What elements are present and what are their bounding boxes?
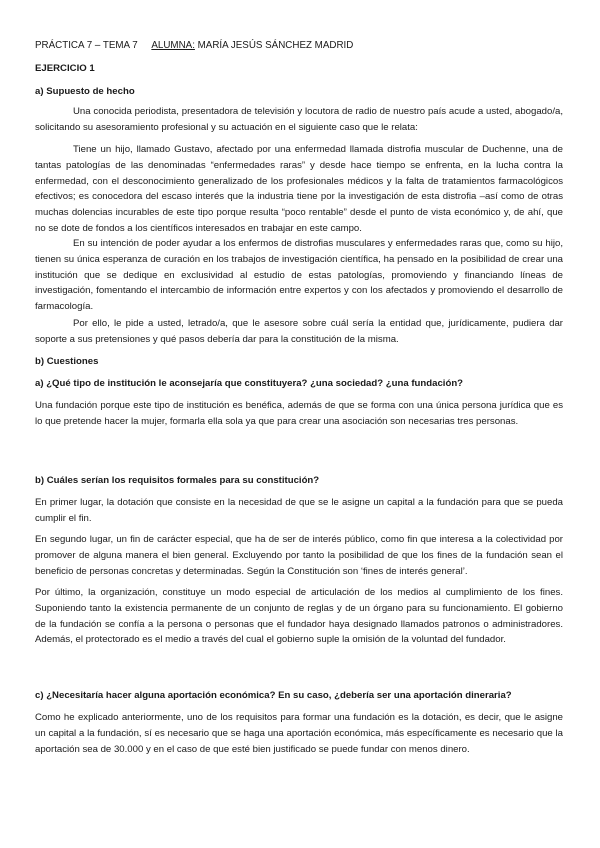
section-a-paragraph-1: Una conocida periodista, presentadora de televisión y locutora de radio de nuestro país acude a usted, abogado/a, solicitando su asesoramiento profesional y su actuación en el siguiente caso que le relata:	[35, 106, 563, 133]
question-2: b) Cuáles serían los requisitos formales para su constitución?	[35, 475, 320, 486]
question-3: c) ¿Necesitaría hacer alguna aportación económica? En su caso, ¿debería ser una aportación dineraria?	[35, 690, 512, 701]
document-header	[35, 38, 563, 54]
answer-2-paragraph-1: En primer lugar, la dotación que consiste en la necesidad de que se le asigne un capital a la fundación para que se pueda cumplir el fin.	[35, 497, 563, 524]
question-1: a) ¿Qué tipo de institución le aconsejaría que constituyera? ¿una sociedad? ¿una fundación?	[35, 378, 464, 389]
student-label: ALUMNA:	[151, 40, 195, 51]
section-a-paragraph-4: Por ello, le pide a usted, letrado/a, que le asesore sobre cuál sería la entidad que, jurídicamente, pudiera dar soporte a sus pretensiones y qué pasos debería dar para la constitución de la misma.	[35, 318, 563, 345]
section-b-title: b) Cuestiones	[35, 356, 99, 367]
exercise-title: EJERCICIO 1	[35, 63, 95, 74]
answer-2-paragraph-3: Por último, la organización, constituye un modo especial de articulación de los medios al cumplimiento de los fines. Suponiendo tanto la existencia permanente de un conjunto de reglas y de un órgano para su funcionamiento. El gobierno de la fundación se confía a la persona o personas que el fundador haya designado llamados patronos o administradores. Además, el protectorado es el medio a través del cual el gobierno suple la omisión de la voluntad del fundador.	[35, 587, 563, 646]
section-a-paragraph-3: En su intención de poder ayudar a los enfermos de distrofias musculares y enfermedades raras que, como su hijo, tienen su única esperanza de curación en los trabajos de investigación científica, ha pensado en la posibilidad de crear una institución que se dedique en exclusividad al estudio de estas patologías, promoviendo y financiando líneas de investigación, fomentando el intercambio de información entre expertos y con los afectados y promoviendo el desarrollo de farmacología.	[35, 238, 563, 313]
section-a-paragraph-2: Tiene un hijo, llamado Gustavo, afectado por una enfermedad llamada distrofia muscular de Duchenne, una de tantas patologías de las denominadas “enfermedades raras” y desde hace tiempo se enfrenta, en la lucha contra la enfermedad, con el desconocimiento generalizado de los profesionales médicos y la falta de tratamientos farmacológicos efectivos; es conocedora del escaso interés que la industria tiene por la investigación de esta distrofia –así como de otras muchas dolencias incurables de este tipo porque resulta “poco rentable” desde el punto de vista económico y, de ahí, que no se dote de fondos a los científicos interesados en trabajar en este campo.	[35, 144, 563, 234]
practice-label: PRÁCTICA 7 – TEMA 7	[35, 40, 138, 51]
student-name: MARÍA JESÚS SÁNCHEZ MADRID	[194, 40, 354, 51]
section-a-title: a) Supuesto de hecho	[35, 86, 135, 97]
answer-1: Una fundación porque este tipo de institución es benéfica, además de que se forma con una única persona jurídica que es lo que pretende hacer la mujer, formarla ella sola ya que para crear una asociación son necesarias tres personas.	[35, 400, 563, 427]
answer-2-paragraph-2: En segundo lugar, un fin de carácter especial, que ha de ser de interés público, como fin que interesa a la colectividad por promover de alguna manera el bien general. Excluyendo por tanto la posibilidad de que los fines de la fundación sean el beneficio de personas concretas y determinadas. Según la Constitución son ‘fines de interés general’.	[35, 534, 563, 577]
answer-3: Como he explicado anteriormente, uno de los requisitos para formar una fundación es la dotación, es decir, que le asigne un capital a la fundación, sí es necesario que se haga una aportación económica, más específicamente es necesario que la aportación sea de 30.000 y en el caso de que esté bien justificado se puede fundar con menos dinero.	[35, 712, 563, 755]
